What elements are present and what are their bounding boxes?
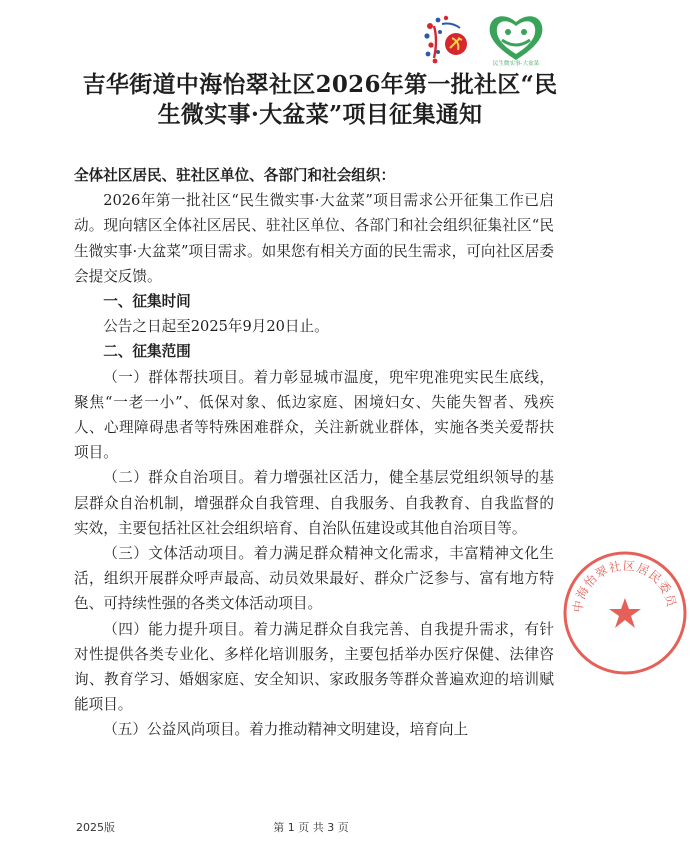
scope-item-4: （四）能力提升项目。着力满足群众自我完善、自我提升需求，有针对性提供各类专业化、多样化培训服务，主要包括举办医疗保健、法律咨询、教育学习、婚姻家庭、安全知识、家政服务等群众普遍欢迎的培训赋能项目。 <box>74 620 554 714</box>
title-line-1: 吉华街道中海怡翠社区2026年第一批社区“民 <box>82 71 558 98</box>
footer-page-info: 第 1 页 共 3 页 <box>273 821 349 834</box>
footer-version: 2025版 <box>76 821 115 834</box>
scope-item-5: （五）公益风尚项目。着力推动精神文明建设，培育向上 <box>103 721 469 739</box>
document-body <box>74 163 554 743</box>
scope-item-2: （二）群众自治项目。着力增强社区活力，健全基层党组织领导的基层群众自治机制，增强群众自我管理、自我服务、自我教育、自我监督的实效，主要包括社区社会组织培育、自治队伍建设或其他自治项目等。 <box>74 469 554 537</box>
party-emblem-logo-icon <box>422 14 474 68</box>
title-line-2: 生微实事·大盆菜”项目征集通知 <box>157 101 483 128</box>
scope-item-3: （三）文体活动项目。着力满足群众精神文化需求，丰富精神文化生活，组织开展群众呼声最高、动员效果最好、群众广泛参与、富有地方特色、可持续性强的各类文体活动项目。 <box>74 545 554 613</box>
salutation: 全体社区居民、驻社区单位、各部门和社会组织： <box>74 167 396 184</box>
document-title <box>70 70 570 130</box>
svg-text:中海怡翠社区居民委员会 <box>553 537 678 613</box>
collection-time-text: 公告之日起至2025年9月20日止。 <box>103 318 329 336</box>
official-seal-icon <box>553 537 690 678</box>
intro-paragraph: 2026年第一批社区“民生微实事·大盆菜”项目需求公开征集工作已启动。现向辖区全体社区居民、驻社区单位、各部门和社会组织征集社区“民生微实事·大盆菜”项目需求。如果您有相关方面的民生需求，可向社区居委会提交反馈。 <box>74 192 554 285</box>
logo-caption: 民生微实事·大盆菜 <box>492 61 540 67</box>
minsheng-dapencai-logo-icon <box>484 10 548 66</box>
section-heading-collection-scope: 二、征集范围 <box>103 343 191 361</box>
scope-item-1: （一）群体帮扶项目。着力彰显城市温度，兜牢兜准兜实民生底线，聚焦“一老一小”、低保对象、低边家庭、困境妇女、失能失智者、残疾人、心理障碍患者等特殊困难群众，关注新就业群体，实施各类关爱帮扶项目。 <box>74 368 554 462</box>
section-heading-collection-time: 一、征集时间 <box>103 293 191 311</box>
seal-text: 中海怡翠社区居民委员会 <box>553 537 679 614</box>
